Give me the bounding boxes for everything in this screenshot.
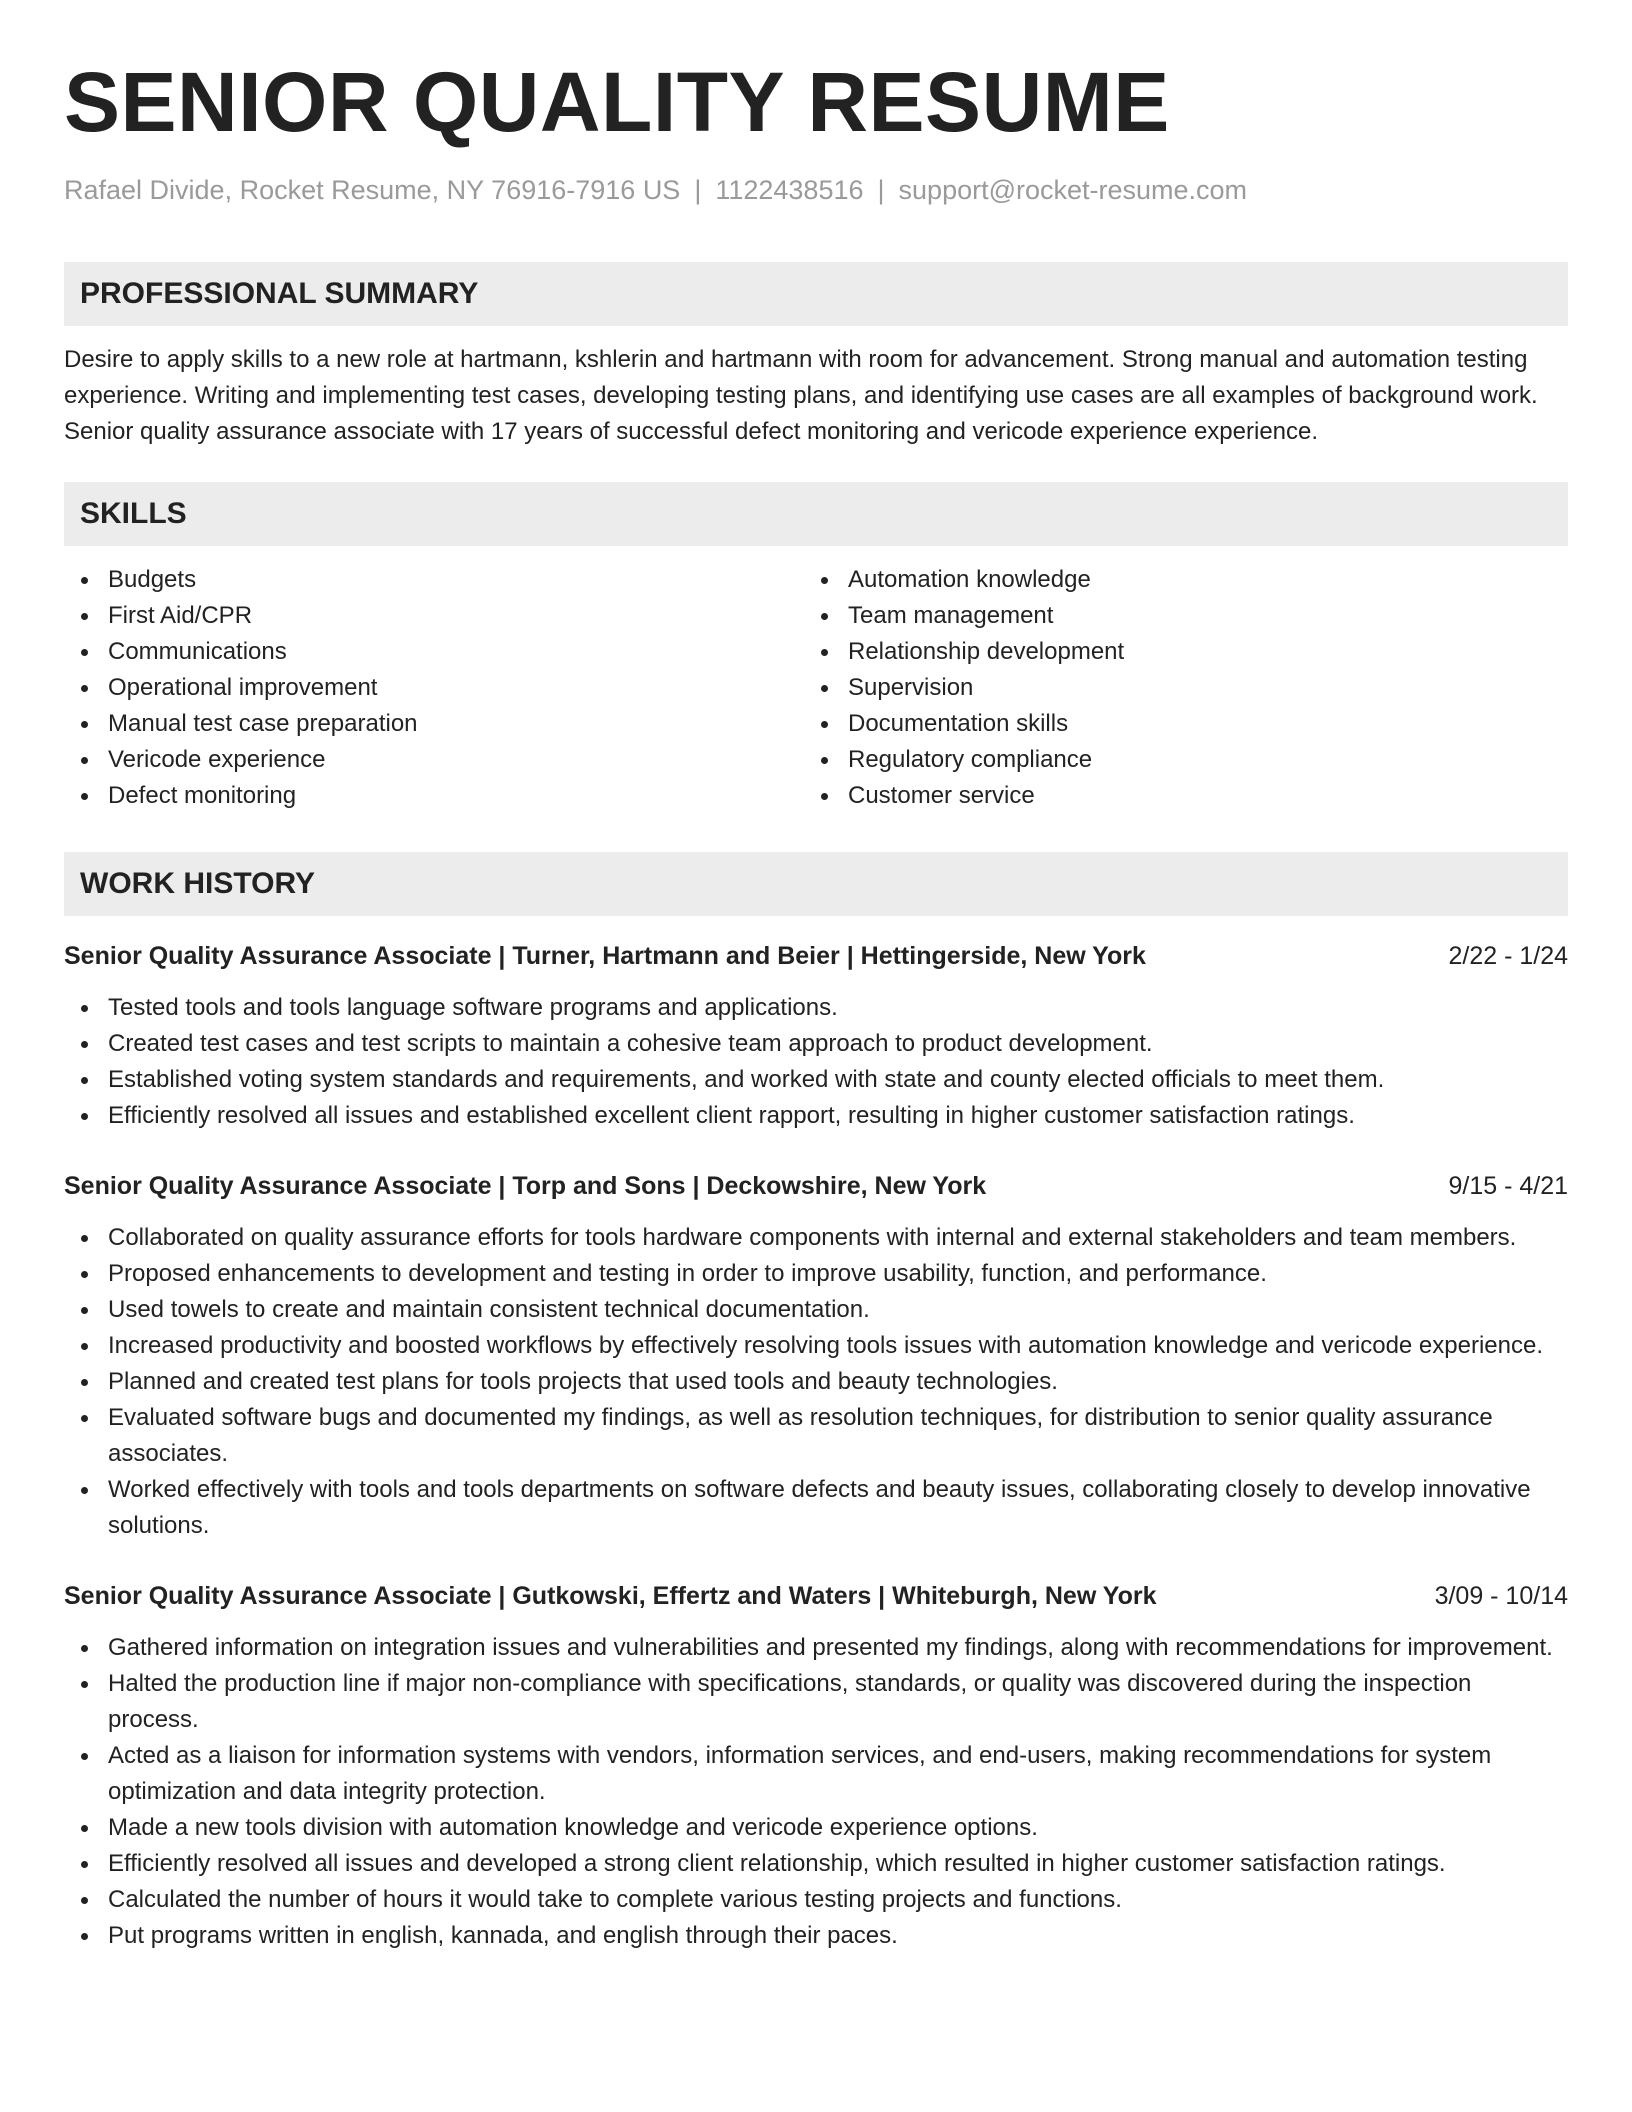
skill-item: First Aid/CPR: [64, 598, 804, 634]
job-bullet: Calculated the number of hours it would take to complete various testing projects and functions.: [64, 1882, 1568, 1918]
job-bullet: Made a new tools division with automation knowledge and vericode experience options.: [64, 1810, 1568, 1846]
job-bullets: [64, 1220, 1568, 1544]
job-bullet: Collaborated on quality assurance efforts for tools hardware components with internal and external stakeholders and team members.: [64, 1220, 1568, 1256]
skill-item: Budgets: [64, 562, 804, 598]
job-entry: [64, 1168, 1568, 1544]
skills-grid: [64, 562, 1568, 814]
job-bullet: Acted as a liaison for information systems with vendors, information services, and end-users, making recommendations for system optimization and data integrity protection.: [64, 1738, 1568, 1810]
job-bullet: Planned and created test plans for tools projects that used tools and beauty technologies.: [64, 1364, 1568, 1400]
job-entry: [64, 1578, 1568, 1954]
skill-item: Relationship development: [804, 634, 1544, 670]
job-bullet: Used towels to create and maintain consistent technical documentation.: [64, 1292, 1568, 1328]
contact-address: Rafael Divide, Rocket Resume, NY 76916-7916 US: [64, 175, 681, 205]
resume-title: SENIOR QUALITY RESUME: [64, 55, 1170, 149]
contact-line: [64, 172, 1568, 208]
skill-item: Automation knowledge: [804, 562, 1544, 598]
skill-item: Manual test case preparation: [64, 706, 804, 742]
skills-column-left: [64, 562, 804, 814]
contact-separator: |: [877, 175, 885, 205]
job-dates: 9/15 - 4/21: [1448, 1172, 1568, 1200]
skill-item: Regulatory compliance: [804, 742, 1544, 778]
job-title: Senior Quality Assurance Associate | Torp and Sons | Deckowshire, New York: [64, 1172, 987, 1200]
job-heading: [64, 938, 1568, 974]
skill-item: Documentation skills: [804, 706, 1544, 742]
job-bullet: Efficiently resolved all issues and developed a strong client relationship, which resulted in higher customer satisfaction ratings.: [64, 1846, 1568, 1882]
contact-phone: 1122438516: [715, 175, 864, 205]
section-header-skills: SKILLS: [64, 482, 1568, 546]
job-bullet: Tested tools and tools language software programs and applications.: [64, 990, 1568, 1026]
skill-item: Customer service: [804, 778, 1544, 814]
job-bullet: Put programs written in english, kannada, and english through their paces.: [64, 1918, 1568, 1954]
contact-email: support@rocket-resume.com: [898, 175, 1248, 205]
skill-item: Operational improvement: [64, 670, 804, 706]
job-bullet: Halted the production line if major non-compliance with specifications, standards, or quality was discovered during the inspection process.: [64, 1666, 1568, 1738]
skill-item: Defect monitoring: [64, 778, 804, 814]
job-bullet: Created test cases and test scripts to maintain a cohesive team approach to product development.: [64, 1026, 1568, 1062]
section-header-work-history: WORK HISTORY: [64, 852, 1568, 916]
skill-item: Communications: [64, 634, 804, 670]
contact-separator: |: [694, 175, 702, 205]
job-entry: [64, 938, 1568, 1134]
skills-column-right: [804, 562, 1544, 814]
job-dates: 2/22 - 1/24: [1448, 942, 1568, 970]
job-bullets: [64, 990, 1568, 1134]
job-bullet: Increased productivity and boosted workflows by effectively resolving tools issues with automation knowledge and vericode experience.: [64, 1328, 1568, 1364]
job-bullet: Proposed enhancements to development and testing in order to improve usability, function, and performance.: [64, 1256, 1568, 1292]
job-bullet: Worked effectively with tools and tools departments on software defects and beauty issues, collaborating closely to develop innovative solutions.: [64, 1472, 1568, 1544]
summary-text: Desire to apply skills to a new role at hartmann, kshlerin and hartmann with room for advancement. Strong manual and automation testing experience. Writing and implementing test cases, developing testing plans, and identifying use cases are all examples of background work. Senior quality assurance associate with 17 years of successful defect monitoring and vericode experience experience.: [64, 346, 1538, 445]
job-bullet: Efficiently resolved all issues and established excellent client rapport, resulting in higher customer satisfaction ratings.: [64, 1098, 1568, 1134]
job-bullet: Gathered information on integration issues and vulnerabilities and presented my findings, along with recommendations for improvement.: [64, 1630, 1568, 1666]
job-title: Senior Quality Assurance Associate | Turner, Hartmann and Beier | Hettingerside, New York: [64, 942, 1146, 970]
job-heading: [64, 1578, 1568, 1614]
job-bullets: [64, 1630, 1568, 1954]
skill-item: Supervision: [804, 670, 1544, 706]
job-bullet: Evaluated software bugs and documented my findings, as well as resolution techniques, for distribution to senior quality assurance associates.: [64, 1400, 1568, 1472]
skill-item: Vericode experience: [64, 742, 804, 778]
job-title: Senior Quality Assurance Associate | Gutkowski, Effertz and Waters | Whiteburgh, New York: [64, 1582, 1157, 1610]
job-dates: 3/09 - 10/14: [1434, 1582, 1568, 1610]
section-header-summary: PROFESSIONAL SUMMARY: [64, 262, 1568, 326]
job-heading: [64, 1168, 1568, 1204]
skill-item: Team management: [804, 598, 1544, 634]
job-bullet: Established voting system standards and requirements, and worked with state and county elected officials to meet them.: [64, 1062, 1568, 1098]
